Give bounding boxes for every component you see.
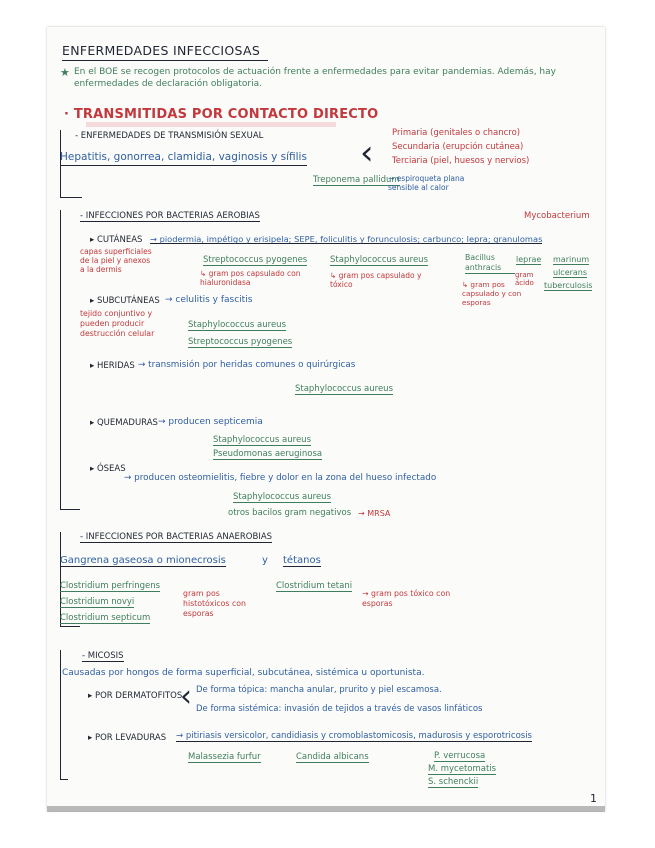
oseas-staph: Staphylococcus aureus (233, 492, 331, 502)
intro-text: En el BOE se recogen protocolos de actuación frente a enfermedades para evitar pandemias. Además, hay enfermedades de declaración obligatoria. (74, 67, 556, 89)
page-number: 1 (590, 792, 597, 805)
quemaduras-staph: Staphylococcus aureus (213, 435, 311, 445)
syphilis-stage-2: Secundaria (erupción cutánea) (392, 142, 524, 152)
section3-bracket-bottom (60, 626, 80, 627)
anaerobias-y: y (262, 555, 268, 566)
clostridium-tetani: Clostridium tetani (276, 581, 353, 591)
subcutaneas-strep: Streptococcus pyogenes (188, 337, 293, 347)
page-bottom-edge (47, 806, 605, 812)
cutaneas-leprae: leprae (516, 255, 542, 264)
cutaneas-staph: Staphylococcus aureus (330, 255, 428, 265)
aerobias-subheading: - INFECCIONES POR BACTERIAS AEROBIAS (80, 211, 260, 221)
dermatofitos-line-2: De forma sistémica: invasión de tejidos a través de vasos linfáticos (196, 704, 483, 714)
cutaneas-bacillus-desc: ↳ gram pos capsulado y con esporas (462, 280, 522, 307)
ets-subheading: - ENFERMEDADES DE TRANSMISIÓN SEXUAL (75, 131, 264, 141)
cutaneas-staph-desc: ↳ gram pos capsulado y tóxico (330, 271, 422, 289)
oseas-otros: otros bacilos gram negativos (228, 508, 352, 518)
section4-bracket-bottom (60, 779, 68, 780)
syphilis-stage-1: Primaria (genitales o chancro) (392, 128, 521, 138)
dermatofitos-line-1: De forma tópica: mancha anular, prurito y piel escamosa. (196, 685, 442, 695)
page-title: ENFERMEDADES INFECCIOSAS (62, 43, 261, 58)
candida: Candida albicans (296, 752, 369, 762)
cutaneas-tuberculosis: tuberculosis (544, 281, 593, 290)
oseas-label: ▸ ÓSEAS (90, 464, 126, 474)
subcutaneas-list: → celulitis y fascitis (165, 295, 253, 305)
heridas-label: ▸ HERIDAS (90, 361, 135, 371)
oseas-mrsa: → MRSA (358, 509, 391, 518)
clostridium-perfringens: Clostridium perfringens (60, 581, 161, 591)
dermatofitos-label: ▸ POR DERMATOFITOS (88, 691, 183, 701)
quemaduras-label: ▸ QUEMADURAS (90, 418, 158, 428)
section2-bracket (60, 210, 61, 510)
section4-bracket (60, 650, 61, 780)
malassezia: Malassezia furfur (188, 752, 261, 762)
micosis-desc: Causadas por hongos de forma superficial, subcutánea, sistémica u oportunista. (62, 668, 425, 678)
cutaneas-marinum: marinum (553, 255, 590, 264)
title-underline (62, 60, 268, 61)
intro-star-icon: ★ (60, 66, 70, 79)
section1-heading: · TRANSMITIDAS POR CONTACTO DIRECTO (64, 107, 379, 122)
oseas-list: → producen osteomielitis, fiebre y dolor en la zona del hueso infectado (124, 473, 437, 483)
cutaneas-list: → piodermia, impétigo y erisipela; SEPE, foliculitis y forunculosis; carbunco; lepra; granulomas (150, 234, 543, 244)
cutaneas-strep-desc: ↳ gram pos capsulado con hialuronidasa (200, 269, 301, 287)
clostridium-novyi: Clostridium novyi (60, 597, 135, 607)
tetani-desc: → gram pos tóxico con esporas (362, 589, 451, 608)
clostridia-desc: gram pos histotóxicos con esporas (183, 589, 246, 618)
section1-highlight (86, 122, 336, 127)
cutaneas-gram-acido: gram ácido (515, 271, 534, 287)
anaerobias-subheading: - INFECCIONES POR BACTERIAS ANAEROBIAS (80, 532, 273, 542)
levaduras-list: → pitiriasis versicolor, candidiasis y cromoblastomicosis, madurosis y esporotricosis (176, 731, 532, 741)
mycobacterium-label: Mycobacterium (524, 211, 590, 221)
subcutaneas-label: ▸ SUBCUTÁNEAS (90, 296, 160, 306)
gangrena: Gangrena gaseosa o mionecrosis (60, 555, 226, 566)
fungus-2: M. mycetomatis (428, 764, 497, 774)
heridas-staph: Staphylococcus aureus (295, 384, 393, 394)
subcutaneas-desc: tejido conjuntivo y pueden producir destrucción celular (80, 309, 155, 338)
dermatofitos-brace: ‹ (180, 679, 192, 714)
cutaneas-bacillus: Bacillus anthracis (465, 253, 515, 274)
ets-list: Hepatitis, gonorrea, clamidia, vaginosis y sífilis (60, 152, 307, 166)
clostridium-septicum: Clostridium septicum (60, 613, 151, 623)
section1-bracket-bottom (60, 197, 82, 198)
micosis-subheading: - MICOSIS (82, 651, 124, 661)
cutaneas-desc: capas superficiales de la piel y anexos a la dermis (80, 247, 152, 274)
cutaneas-ulcerans: ulcerans (553, 268, 588, 277)
cutaneas-strep: Streptococcus pyogenes (203, 255, 308, 265)
quemaduras-list: → producen septicemia (158, 417, 263, 427)
fungus-1: P. verrucosa (434, 751, 486, 761)
fungus-3: S. schenckii (428, 777, 479, 787)
subcutaneas-staph: Staphylococcus aureus (188, 320, 286, 330)
cutaneas-label: ▸ CUTÁNEAS (90, 235, 143, 245)
tetanos: tétanos (283, 555, 321, 566)
treponema-name: Treponema pallidum (313, 175, 400, 185)
syphilis-stage-3: Terciaria (piel, huesos y nervios) (392, 156, 530, 166)
levaduras-label: ▸ POR LEVADURAS (88, 733, 167, 743)
syphilis-brace: ‹ (360, 133, 374, 173)
heridas-list: → transmisión por heridas comunes o quirúrgicas (138, 360, 356, 370)
quemaduras-pseudo: Pseudomonas aeruginosa (213, 449, 323, 459)
treponema-desc: → espiroqueta plana sensible al calor (388, 174, 465, 192)
section2-bracket-bottom (60, 509, 80, 510)
